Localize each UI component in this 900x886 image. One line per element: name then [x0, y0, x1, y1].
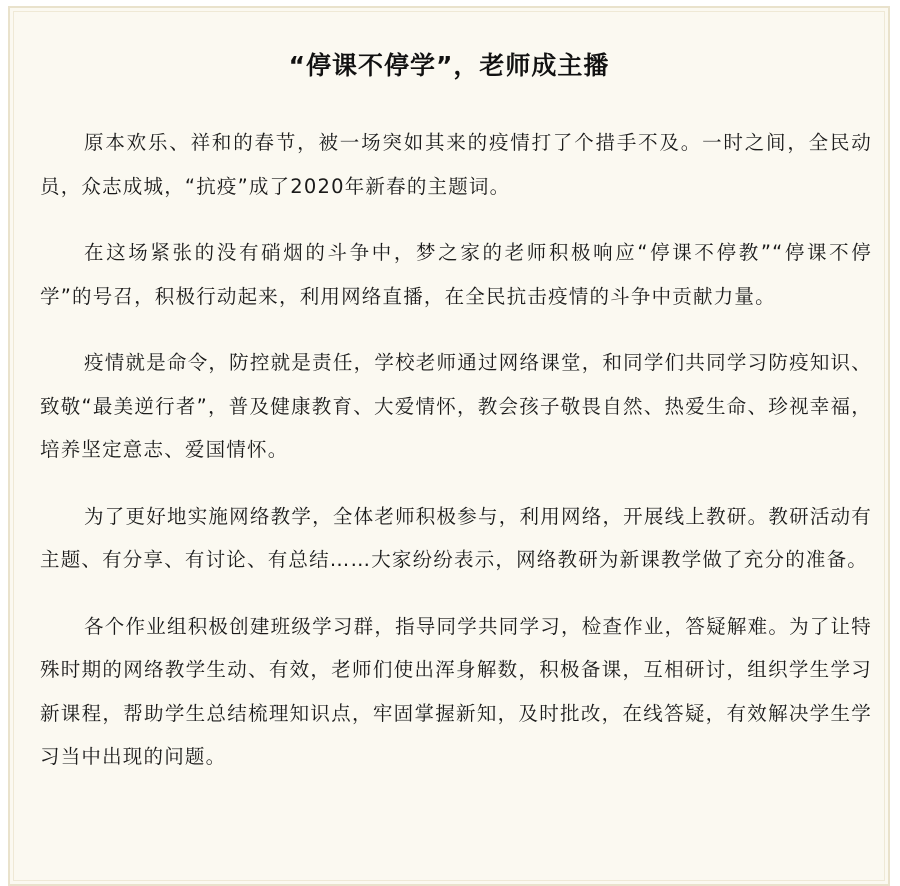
article-body	[40, 121, 872, 802]
article-paragraph-3: 疫情就是命令，防控就是责任，学校老师通过网络课堂，和同学们共同学习防疫知识、致敬“最美逆行者”，普及健康教育、大爱情怀，教会孩子敬畏自然、热爱生命、珍视幸福，培养坚定意志、爱国情怀。	[40, 351, 872, 461]
article-paragraph-1: 原本欢乐、祥和的春节，被一场突如其来的疫情打了个措手不及。一时之间，全民动员，众志成城，“抗疫”成了2020年新春的主题词。	[40, 131, 872, 198]
article-title: “停课不停学”，老师成主播	[288, 51, 610, 80]
article-paragraph-4: 为了更好地实施网络教学，全体老师积极参与，利用网络，开展线上教研。教研活动有主题、有分享、有讨论、有总结……大家纷纷表示，网络教研为新课教学做了充分的准备。	[40, 504, 872, 571]
article-paragraph-2: 在这场紧张的没有硝烟的斗争中，梦之家的老师积极响应“停课不停教”“停课不停学”的号召，积极行动起来，利用网络直播，在全民抗击疫情的斗争中贡献力量。	[40, 241, 872, 308]
article-paragraph-5: 各个作业组积极创建班级学习群，指导同学共同学习，检查作业，答疑解难。为了让特殊时期的网络教学生动、有效，老师们使出浑身解数，积极备课，互相研讨，组织学生学习新课程，帮助学生总结梳理知识点，牢固掌握新知，及时批改，在线答疑，有效解决学生学习当中出现的问题。	[40, 614, 872, 768]
article-frame	[8, 6, 890, 886]
